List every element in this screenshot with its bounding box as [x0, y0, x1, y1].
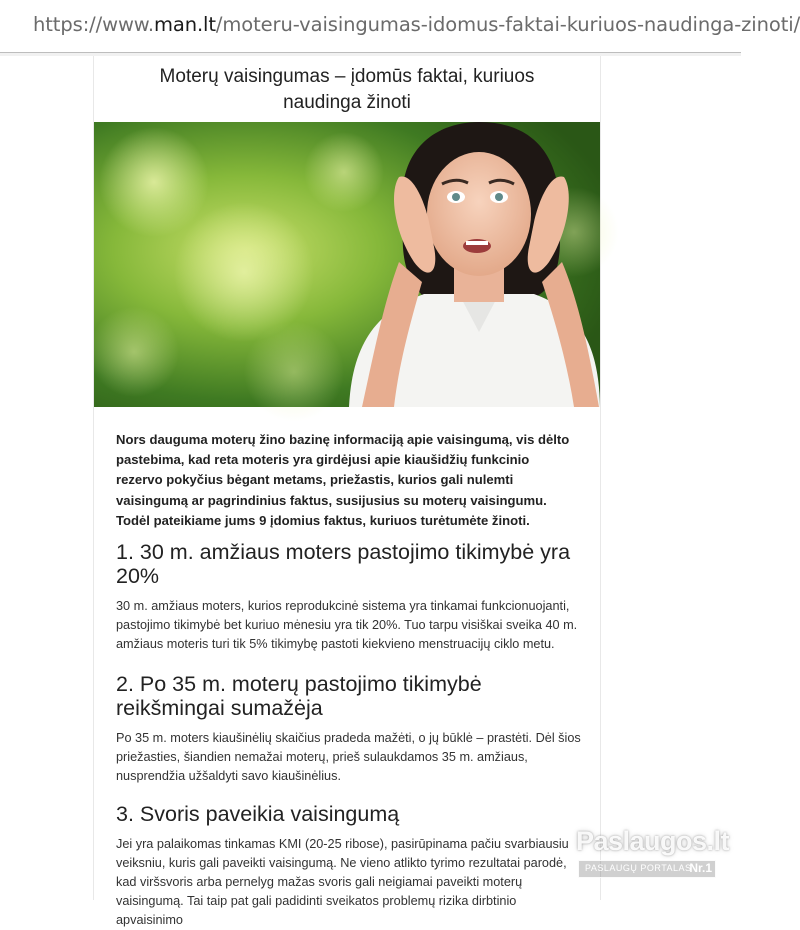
section-body-3: Jei yra palaikomas tinkamas KMI (20-25 ribose), pasirūpinama pačiu svarbiausiu veiksniu, kuris gali paveikti vaisingumą. Ne vieno atlikto tyrimo rezultatai parodė, kad viršsvoris arba pernelyg mažas svoris gali neigiamai paveikti moterų vaisingumą. Tai taip pat gali padidinti sveikatos problemų rizika dirbtinio apvaisinimo [116, 837, 569, 927]
section-heading-2: 2. Po 35 m. moterų pastojimo tikimybė reikšmingai sumažėja [116, 672, 482, 720]
right-margin [600, 56, 741, 900]
article-container [93, 56, 601, 927]
hero-image [94, 122, 600, 407]
article-intro: Nors dauguma moterų žino bazinę informaciją apie vaisingumą, vis dėlto pastebima, kad reta moteris yra girdėjusi apie kiaušidžių funkcinio rezervo pokyčius bėgant metams, priežastis, kurios gali nulemti vaisingumą ar pagrindinius faktus, susijusius su moterų vaisingumu. Todėl pateikiame jums 9 įdomius faktus, kuriuos turėtumėte žinoti. [116, 432, 570, 528]
section-body-2: Po 35 m. moters kiaušinėlių skaičius pradeda mažėti, o jų būklė – prastėti. Dėl šios priežasties, šiandien nemažai moterų, prieš sulaukdamos 35 m. amžiaus, nusprendžia užšaldyti savo kiaušinėlius. [116, 731, 581, 783]
left-margin [0, 56, 93, 900]
watermark-badge: Nr.1 [689, 861, 712, 875]
watermark-tagline: PASLAUGŲ PORTALAS [585, 863, 692, 873]
url-prefix: https://www. [33, 13, 154, 36]
section-body-1: 30 m. amžiaus moters, kurios reprodukcinė sistema yra tinkamai funkcionuojanti, pastojimo tikimybė bet kuriuo mėnesiu yra tik 20%. Tuo tarpu visiškai sveika 40 m. amžiaus moteris turi tik 5% tikimybę pastoti kiekvieno menstruacijų ciklo metu. [116, 599, 578, 651]
url-path: /moteru-vaisingumas-idomus-faktai-kuriuos-naudinga-zinoti/ [215, 13, 800, 36]
address-bar[interactable] [0, 0, 800, 53]
watermark-badge-bar [578, 860, 716, 878]
hero-illustration [94, 122, 600, 407]
url-text[interactable] [33, 13, 800, 36]
section-heading-1: 1. 30 m. amžiaus moters pastojimo tikimybė yra 20% [116, 540, 571, 588]
article-title-line1: Moterų vaisingumas – įdomūs faktai, kuriuos [159, 66, 535, 87]
section-heading-3: 3. Svoris paveikia vaisingumą [116, 802, 400, 826]
url-host: man.lt [153, 13, 216, 36]
article-title-line2: naudinga žinoti [283, 92, 411, 113]
watermark-brand: Paslaugos.lt [576, 826, 730, 856]
paslaugos-watermark [576, 826, 730, 882]
article-title [94, 64, 600, 116]
